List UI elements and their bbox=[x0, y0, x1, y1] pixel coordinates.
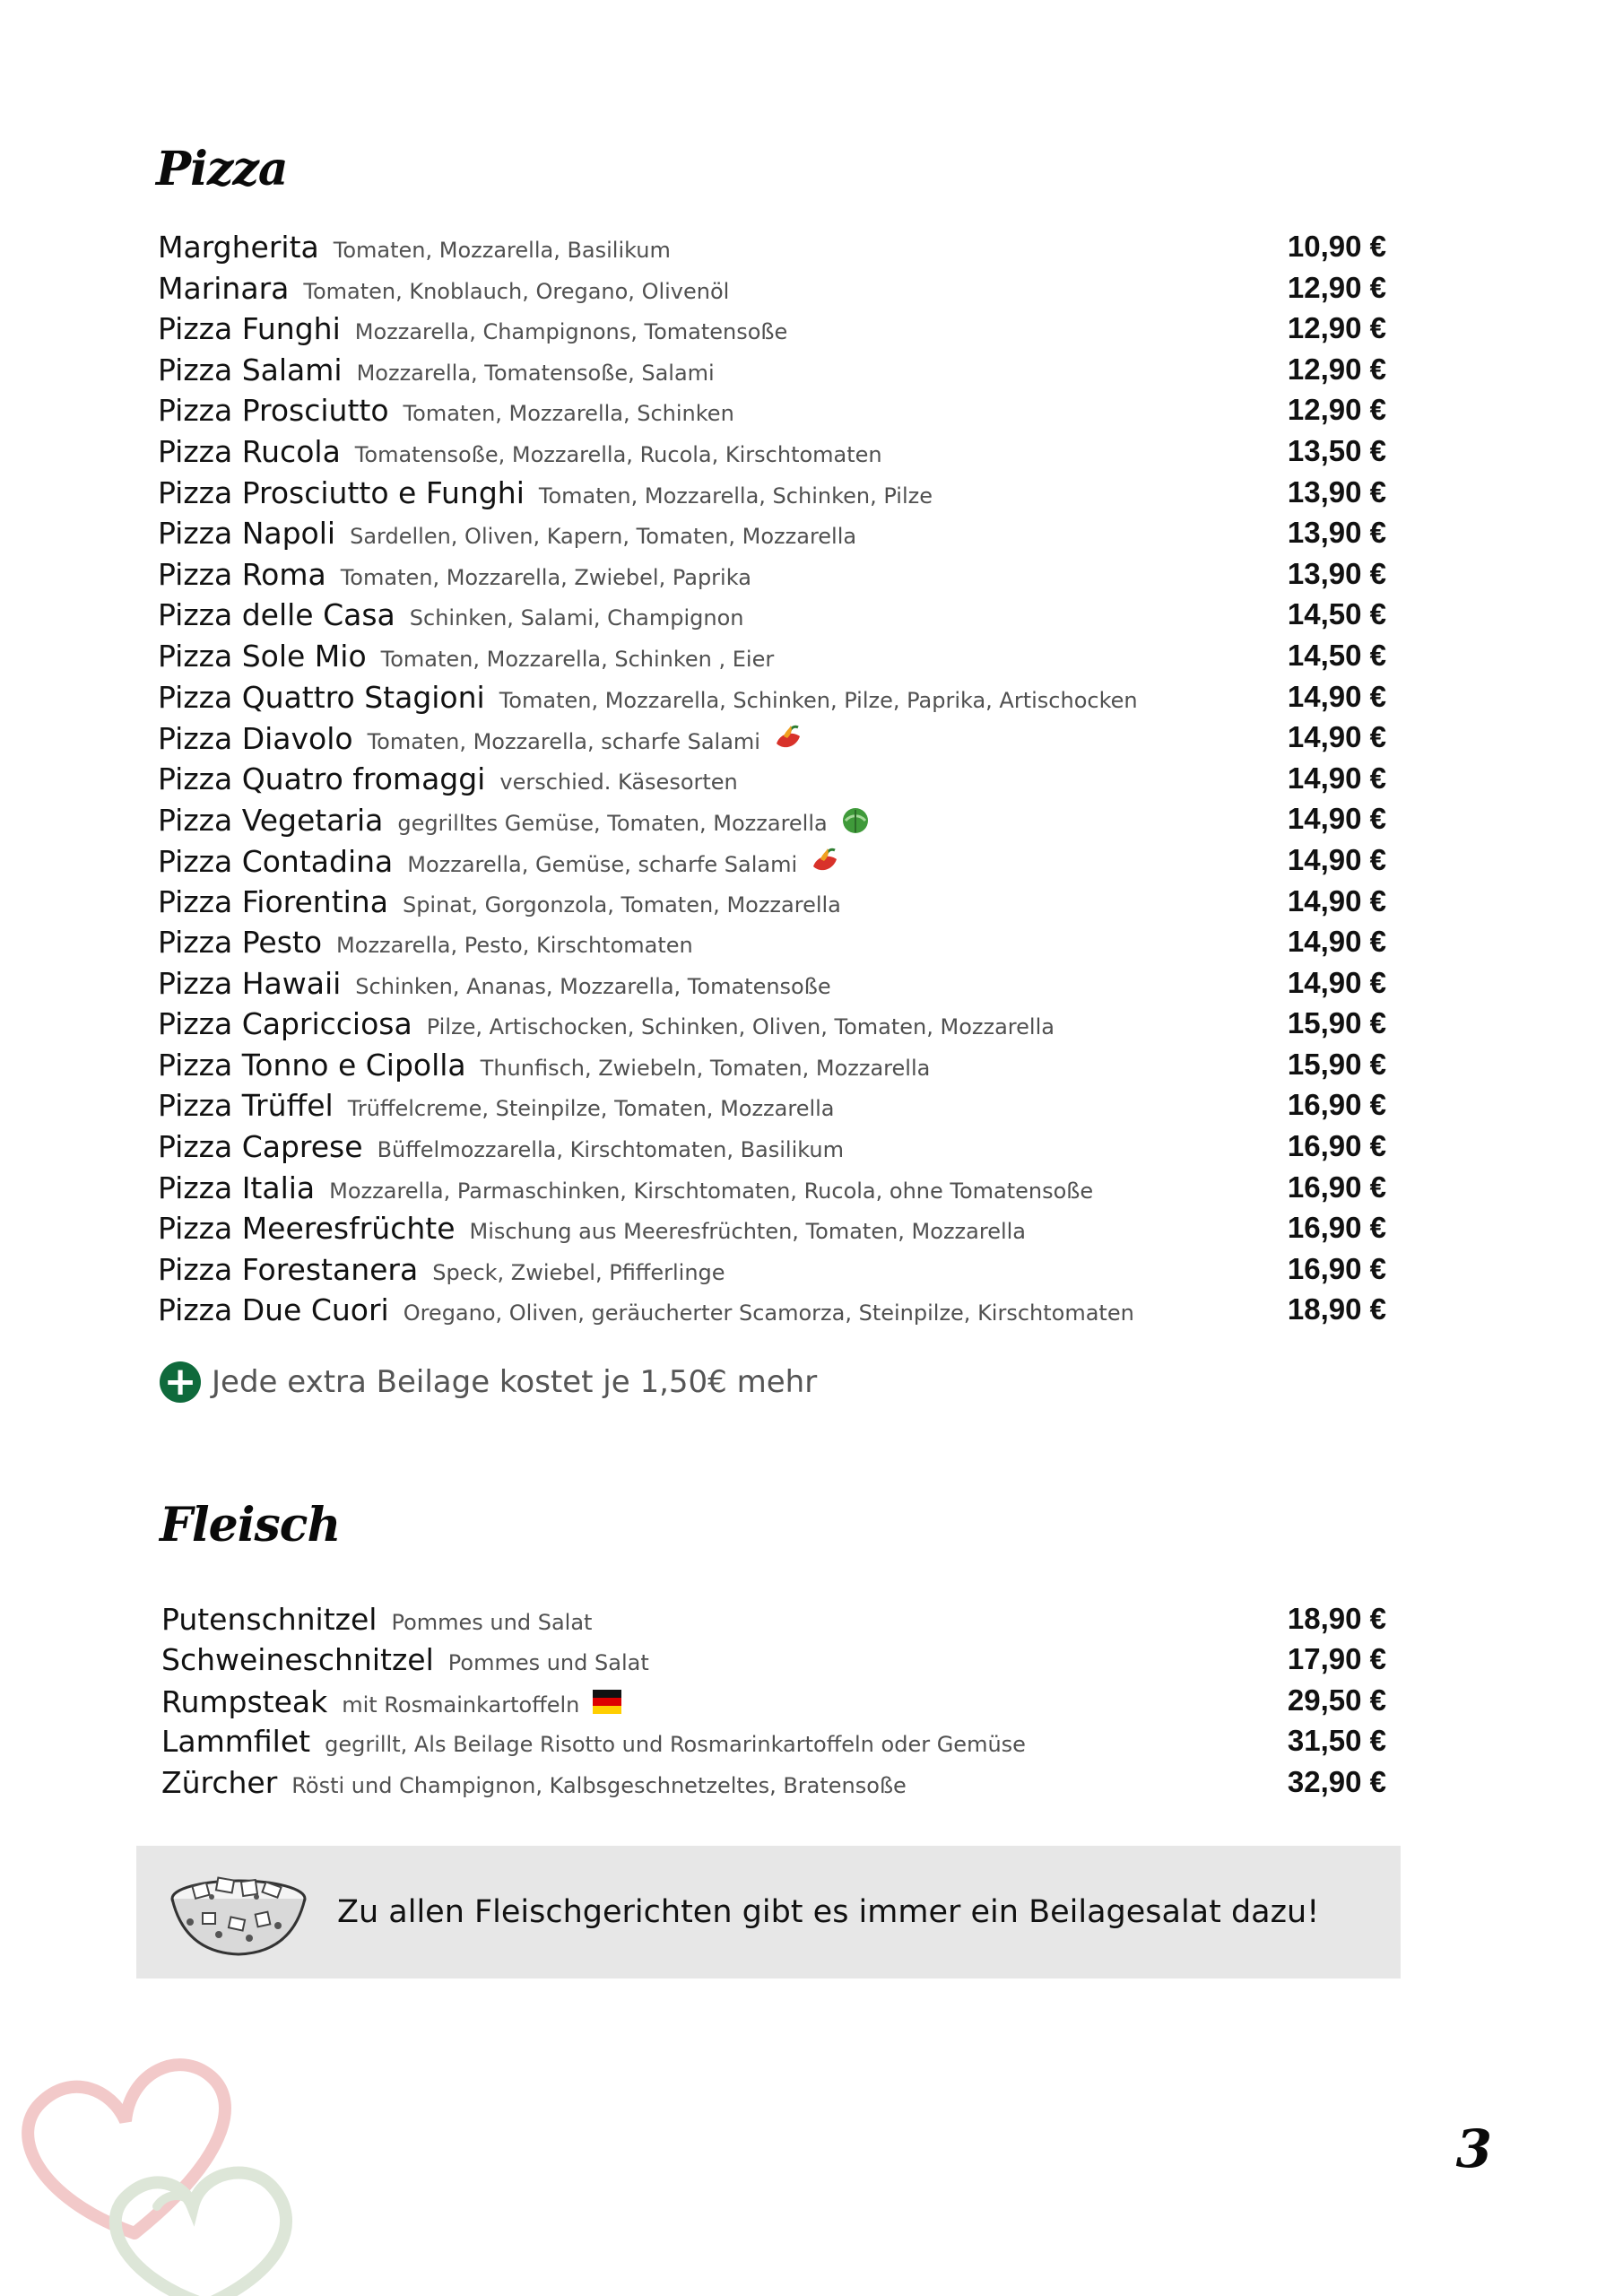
dish-description: Sardellen, Oliven, Kapern, Tomaten, Mozzarella bbox=[350, 524, 857, 550]
dish-description: Spinat, Gorgonzola, Tomaten, Mozzarella bbox=[402, 891, 841, 918]
pizza-menu-item bbox=[158, 352, 1386, 394]
dish-description: Mozzarella, Pesto, Kirschtomaten bbox=[336, 933, 693, 959]
pizza-menu-list bbox=[158, 230, 1386, 1334]
dish-price: 12,90 € bbox=[1287, 311, 1386, 345]
dish-price: 12,90 € bbox=[1287, 270, 1386, 304]
dish-price: 29,50 € bbox=[1287, 1683, 1386, 1717]
dish-name: Pizza Meeresfrüchte bbox=[158, 1211, 456, 1247]
dish-name: Pizza Salami bbox=[158, 352, 343, 387]
pizza-menu-item bbox=[158, 597, 1386, 639]
dish-name: Pizza Hawaii bbox=[158, 965, 342, 1001]
pizza-menu-item bbox=[158, 680, 1386, 721]
side-salad-banner bbox=[136, 1846, 1401, 1979]
dish-name: Pizza Italia bbox=[158, 1170, 316, 1205]
dish-price: 31,50 € bbox=[1287, 1724, 1386, 1758]
dish-description: gegrillt, Als Beilage Risotto und Rosmarinkartoffeln oder Gemüse bbox=[325, 1732, 1026, 1758]
dish-description: Tomaten, Mozzarella, Schinken, Pilze bbox=[538, 483, 933, 509]
dish-name: Pizza Pesto bbox=[158, 925, 323, 961]
pizza-section-title: Pizza bbox=[156, 142, 288, 196]
dish-name: Pizza Diavolo bbox=[158, 721, 353, 757]
extra-topping-text: Jede extra Beilage kostet je 1,50€ mehr bbox=[212, 1364, 818, 1400]
dish-description: Pommes und Salat bbox=[391, 1610, 593, 1635]
dish-name: Pizza Napoli bbox=[158, 516, 336, 552]
dish-name: Pizza Roma bbox=[158, 556, 326, 592]
pizza-menu-item bbox=[158, 557, 1386, 598]
pizza-menu-item bbox=[158, 720, 1386, 761]
pizza-menu-item bbox=[158, 1252, 1386, 1293]
dish-name: Pizza Funghi bbox=[158, 311, 341, 347]
dish-name: Pizza Capricciosa bbox=[158, 1006, 412, 1042]
pizza-menu-item bbox=[158, 230, 1386, 271]
dish-name: Pizza Contadina bbox=[158, 843, 394, 879]
pizza-menu-item bbox=[158, 1048, 1386, 1089]
german-flag-icon bbox=[590, 1687, 624, 1716]
plus-icon: + bbox=[160, 1361, 201, 1403]
pizza-menu-item bbox=[158, 311, 1386, 352]
pizza-menu-item bbox=[158, 393, 1386, 434]
meat-section-title: Fleisch bbox=[160, 1498, 341, 1552]
dish-description: Speck, Zwiebel, Pfifferlinge bbox=[432, 1259, 725, 1285]
dish-name: Pizza Forestanera bbox=[158, 1251, 419, 1287]
dish-name: Pizza Rucola bbox=[158, 433, 341, 469]
dish-price: 13,90 € bbox=[1287, 556, 1386, 590]
dish-description: Mischung aus Meeresfrüchten, Tomaten, Mozzarella bbox=[469, 1219, 1026, 1245]
pizza-menu-item bbox=[158, 884, 1386, 926]
dish-description: Schinken, Ananas, Mozzarella, Tomatensoße bbox=[355, 973, 831, 999]
dish-price: 15,90 € bbox=[1287, 1047, 1386, 1081]
dish-name: Pizza Due Cuori bbox=[158, 1292, 389, 1328]
dish-description: Mozzarella, Champignons, Tomatensoße bbox=[354, 319, 788, 345]
dish-price: 16,90 € bbox=[1287, 1251, 1386, 1285]
dish-name: Pizza Vegetaria bbox=[158, 803, 384, 839]
dish-name: Pizza Trüffel bbox=[158, 1088, 334, 1124]
dish-price: 12,90 € bbox=[1287, 352, 1386, 386]
hearts-decoration-icon bbox=[0, 2018, 359, 2296]
dish-description: Mozzarella, Parmaschinken, Kirschtomaten, Rucola, ohne Tomatensoße bbox=[329, 1178, 1094, 1204]
meat-menu-item bbox=[161, 1683, 1386, 1724]
pizza-menu-item bbox=[158, 1088, 1386, 1129]
dish-name: Pizza Quattro Stagioni bbox=[158, 679, 485, 715]
pizza-menu-item bbox=[158, 761, 1386, 803]
dish-description: Tomatensoße, Mozzarella, Rucola, Kirschtomaten bbox=[354, 441, 882, 467]
dish-price: 17,90 € bbox=[1287, 1642, 1386, 1676]
meat-menu-item bbox=[161, 1765, 1386, 1805]
dish-price: 12,90 € bbox=[1287, 393, 1386, 427]
dish-price: 13,50 € bbox=[1287, 433, 1386, 467]
meat-menu-item bbox=[161, 1602, 1386, 1642]
dish-name: Pizza Caprese bbox=[158, 1129, 363, 1165]
dish-price: 14,90 € bbox=[1287, 842, 1386, 876]
dish-price: 14,50 € bbox=[1287, 638, 1386, 672]
dish-description: Mozzarella, Tomatensoße, Salami bbox=[356, 360, 715, 386]
dish-description: Tomaten, Mozzarella, Schinken , Eier bbox=[380, 646, 775, 672]
dish-description: Rösti und Champignon, Kalbsgeschnetzeltes, Bratensoße bbox=[291, 1772, 907, 1798]
dish-price: 14,90 € bbox=[1287, 925, 1386, 959]
dish-price: 14,90 € bbox=[1287, 761, 1386, 795]
dish-price: 16,90 € bbox=[1287, 1211, 1386, 1245]
dish-name: Pizza Prosciutto bbox=[158, 393, 389, 429]
dish-description: Büffelmozzarella, Kirschtomaten, Basilikum bbox=[377, 1137, 845, 1163]
pizza-menu-item bbox=[158, 1129, 1386, 1170]
pizza-menu-item bbox=[158, 1292, 1386, 1334]
meat-menu-item bbox=[161, 1642, 1386, 1683]
side-salad-text: Zu allen Fleischgerichten gibt es immer ein Beilagesalat dazu! bbox=[337, 1894, 1320, 1930]
dish-description: Tomaten, Mozzarella, Zwiebel, Paprika bbox=[340, 564, 751, 590]
dish-description: Thunfisch, Zwiebeln, Tomaten, Mozzarella bbox=[480, 1055, 931, 1081]
pizza-menu-item bbox=[158, 639, 1386, 680]
dish-description: Oregano, Oliven, geräucherter Scamorza, Steinpilze, Kirschtomaten bbox=[403, 1300, 1134, 1326]
dish-description: Trüffelcreme, Steinpilze, Tomaten, Mozzarella bbox=[347, 1096, 835, 1122]
dish-name: Putenschnitzel bbox=[161, 1602, 378, 1637]
dish-description: Schinken, Salami, Champignon bbox=[409, 605, 744, 631]
meat-menu-item bbox=[161, 1724, 1386, 1764]
dish-name: Pizza Prosciutto e Funghi bbox=[158, 474, 525, 510]
dish-price: 14,90 € bbox=[1287, 679, 1386, 713]
dish-price: 14,90 € bbox=[1287, 720, 1386, 754]
dish-price: 15,90 € bbox=[1287, 1006, 1386, 1040]
dish-description: verschied. Käsesorten bbox=[499, 769, 738, 795]
dish-description: gegrilltes Gemüse, Tomaten, Mozzarella bbox=[397, 811, 828, 837]
dish-price: 16,90 € bbox=[1287, 1088, 1386, 1122]
dish-name: Rumpsteak bbox=[161, 1683, 328, 1719]
dish-name: Pizza Sole Mio bbox=[158, 638, 367, 674]
dish-price: 16,90 € bbox=[1287, 1129, 1386, 1163]
dish-price: 13,90 € bbox=[1287, 516, 1386, 550]
pizza-menu-item bbox=[158, 925, 1386, 966]
extra-topping-note bbox=[160, 1361, 817, 1403]
dish-description: Tomaten, Mozzarella, Basilikum bbox=[333, 238, 671, 263]
dish-name: Pizza delle Casa bbox=[158, 597, 395, 633]
pizza-menu-item bbox=[158, 1211, 1386, 1252]
dish-name: Marinara bbox=[158, 270, 290, 306]
dish-price: 18,90 € bbox=[1287, 1602, 1386, 1635]
spicy-pepper-icon bbox=[808, 847, 842, 875]
pizza-menu-item bbox=[158, 802, 1386, 843]
dish-price: 32,90 € bbox=[1287, 1764, 1386, 1798]
dish-name: Pizza Fiorentina bbox=[158, 883, 388, 919]
pizza-menu-item bbox=[158, 271, 1386, 312]
page-number: 3 bbox=[1455, 2118, 1492, 2179]
dish-name: Schweineschnitzel bbox=[161, 1642, 434, 1678]
pizza-menu-item bbox=[158, 475, 1386, 517]
dish-name: Lammfilet bbox=[161, 1724, 311, 1760]
dish-price: 14,50 € bbox=[1287, 597, 1386, 631]
dish-price: 10,90 € bbox=[1287, 230, 1386, 263]
dish-price: 14,90 € bbox=[1287, 965, 1386, 999]
pizza-menu-item bbox=[158, 1170, 1386, 1212]
vegetarian-leaf-icon bbox=[838, 805, 872, 834]
salad-bowl-icon bbox=[167, 1863, 310, 1961]
dish-description: Tomaten, Mozzarella, Schinken bbox=[403, 401, 734, 427]
dish-name: Pizza Quatro fromaggi bbox=[158, 761, 486, 796]
dish-price: 16,90 € bbox=[1287, 1170, 1386, 1204]
dish-name: Margherita bbox=[158, 230, 319, 265]
pizza-menu-item bbox=[158, 1006, 1386, 1048]
spicy-pepper-icon bbox=[771, 724, 805, 752]
pizza-menu-item bbox=[158, 966, 1386, 1007]
dish-description: Tomaten, Mozzarella, scharfe Salami bbox=[367, 729, 760, 755]
pizza-menu-item bbox=[158, 516, 1386, 557]
dish-price: 14,90 € bbox=[1287, 883, 1386, 918]
dish-description: Tomaten, Mozzarella, Schinken, Pilze, Paprika, Artischocken bbox=[499, 687, 1138, 713]
dish-name: Pizza Tonno e Cipolla bbox=[158, 1047, 466, 1083]
pizza-menu-item bbox=[158, 434, 1386, 475]
dish-name: Zürcher bbox=[161, 1764, 278, 1800]
meat-menu-list bbox=[161, 1602, 1386, 1805]
dish-description: Pommes und Salat bbox=[447, 1650, 649, 1676]
pizza-menu-item bbox=[158, 843, 1386, 884]
dish-price: 18,90 € bbox=[1287, 1292, 1386, 1326]
dish-description: mit Rosmainkartoffeln bbox=[342, 1692, 580, 1718]
dish-description: Tomaten, Knoblauch, Oregano, Olivenöl bbox=[303, 278, 730, 304]
dish-price: 13,90 € bbox=[1287, 474, 1386, 509]
dish-description: Pilze, Artischocken, Schinken, Oliven, Tomaten, Mozzarella bbox=[426, 1014, 1055, 1040]
dish-description: Mozzarella, Gemüse, scharfe Salami bbox=[407, 851, 798, 877]
dish-price: 14,90 € bbox=[1287, 802, 1386, 836]
